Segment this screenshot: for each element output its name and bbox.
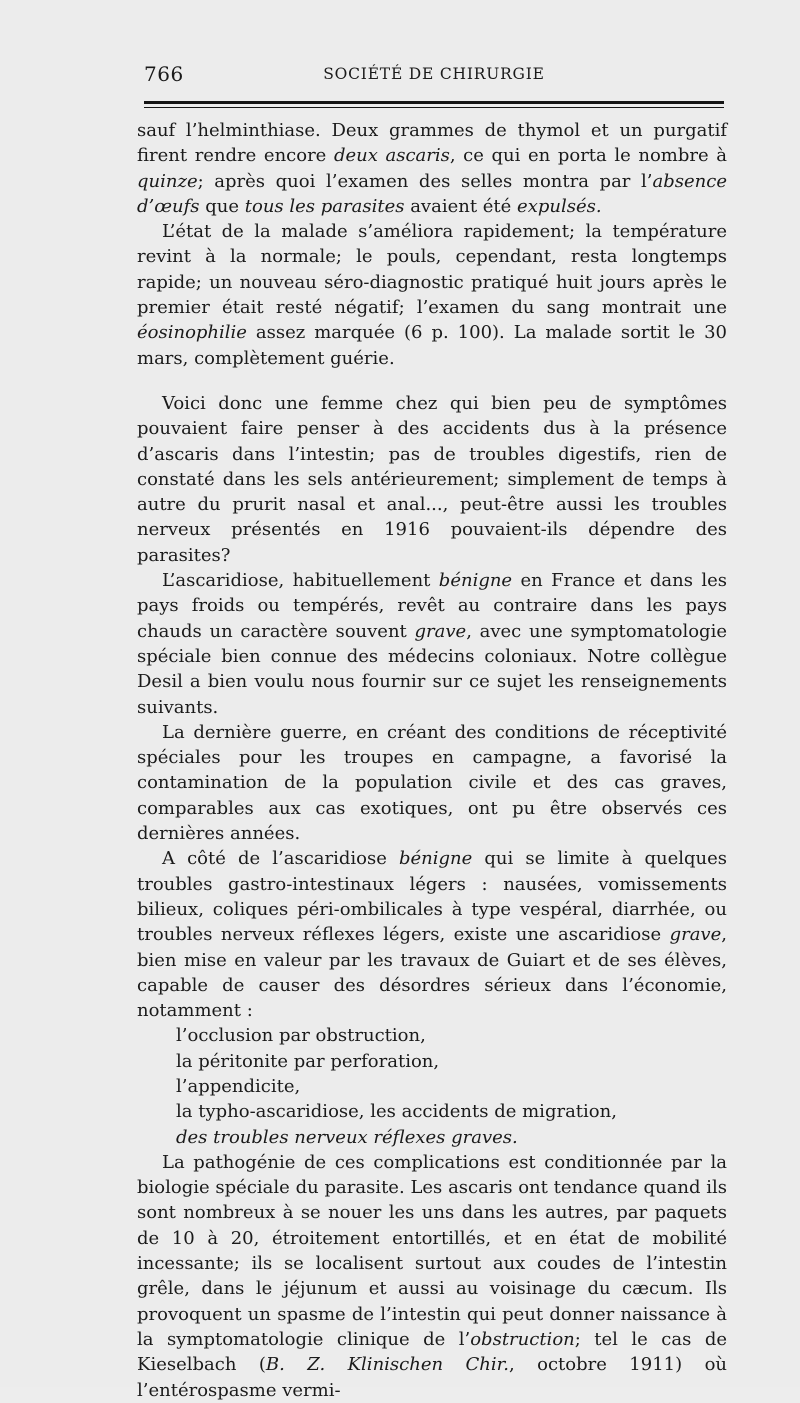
italic-run: deux ascaris bbox=[333, 145, 450, 167]
italic-run: des troubles nerveux réflexes graves. bbox=[176, 1126, 518, 1148]
list-item: l’appendicite, bbox=[176, 1075, 301, 1097]
italic-run: bénigne bbox=[398, 848, 473, 870]
italic-run: absence d’œufs bbox=[137, 170, 727, 217]
text-run: A côté de l’ascaridiose bbox=[162, 848, 399, 870]
text-run: , ce qui en porta le nombre à bbox=[449, 145, 727, 167]
paragraph-forms bbox=[137, 846, 727, 1023]
header-rule bbox=[144, 101, 724, 104]
italic-run: tous les parasites bbox=[244, 195, 405, 217]
complications-list bbox=[137, 1023, 727, 1149]
text-run: que bbox=[199, 195, 245, 217]
text-run: , avec une symptomatologie spéciale bien connue des médecins coloniaux. Notre collègue Desil a bien voulu nous fournir sur ce sujet les renseignements suivants. bbox=[137, 620, 727, 718]
header-title: SOCIÉTÉ DE CHIRURGIE bbox=[323, 65, 545, 83]
paragraph-symptoms: Voici donc une femme chez qui bien peu de symptômes pouvaient faire penser à des accidents dus à la présence d’ascaris dans l’intestin; pas de troubles digestifs, rien de constaté dans les sels antérieurement; simplement de temps à autre du prurit nasal et anal..., peut-être aussi les troubles nerveux présentés en 1916 pouvaient-ils dépendre des parasites? bbox=[137, 392, 727, 566]
italic-run: grave bbox=[414, 620, 467, 642]
list-item: la péritonite par perforation, bbox=[176, 1050, 440, 1072]
italic-run: expulsés. bbox=[517, 195, 602, 217]
text-run: La pathogénie de ces complications est conditionnée par la biologie spéciale du parasite. Les ascaris ont tendance quand ils sont nombreux à se nouer les uns dans les autres, par paquets de 10 à 20, étroitement entortillés, et en état de mobilité incessante; ils se localisent surtout aux coudes de l’intestin grêle, dans le jéjunum et aussi au voisinage du cæcum. Ils provoquent un spasme de l’intestin qui peut donner naissance à la symptomatologie clinique de l’ bbox=[137, 1151, 727, 1350]
paragraph-case-end bbox=[137, 118, 727, 219]
italic-run: éosinophilie bbox=[137, 322, 247, 344]
text-run: sauf l’helminthiase. Deux grammes de thymol et un purgatif firent rendre encore bbox=[137, 120, 727, 167]
italic-run: B. Z. Klinischen Chir. bbox=[265, 1354, 509, 1376]
text-run: , bien mise en valeur par les travaux de Guiart et de ses élèves, capable de causer des désordres sérieux dans l’économie, notamment : bbox=[137, 924, 727, 1022]
italic-run: grave bbox=[669, 924, 722, 946]
paragraph-ascaridiosis-intro bbox=[137, 568, 727, 720]
list-item bbox=[137, 1125, 727, 1150]
italic-run: bénigne bbox=[438, 570, 513, 592]
text-run: avaient été bbox=[404, 195, 518, 217]
text-run: qui se limite à quelques troubles gastro-intestinaux légers : nausées, vomissements bilieux, coliques péri-ombilicales à type vespéral, diarrhée, ou troubles nerveux réflexes légers, existe une ascaridiose bbox=[137, 848, 727, 946]
paragraph-pathogenesis bbox=[137, 1150, 727, 1403]
text-run: assez marquée (6 p. 100). La malade sortit le 30 mars, complètement guérie. bbox=[137, 322, 727, 369]
text-run: , octobre 1911) où l’entérospasme vermi- bbox=[137, 1354, 727, 1401]
italic-run: obstruction bbox=[470, 1328, 575, 1350]
text-run: L’ascaridiose, habituellement bbox=[162, 570, 439, 592]
text-run: ; tel le cas de Kieselbach ( bbox=[137, 1328, 727, 1376]
list-item: la typho-ascaridiose, les accidents de migration, bbox=[176, 1101, 617, 1123]
body-text bbox=[137, 118, 727, 1403]
text-run: L’état de la malade s’améliora rapidement; la température revint à la normale; le pouls, cependant, resta longtemps rapide; un nouveau séro-diagnostic pratiqué huit jours après le premier était resté négatif; l’examen du sang montrait une bbox=[137, 221, 727, 319]
page-number: 766 bbox=[144, 62, 184, 86]
paragraph-recovery bbox=[137, 219, 727, 371]
text-run: en France et dans les pays froids ou tempérés, revêt au contraire dans les pays chauds un caractère souvent bbox=[137, 570, 728, 642]
italic-run: quinze bbox=[137, 170, 198, 192]
running-head bbox=[144, 62, 724, 88]
paragraph-war-context: La dernière guerre, en créant des conditions de réceptivité spéciales pour les troupes en campagne, a favorisé la contamination de la population civile et des cas graves, comparables aux cas exotiques, ont pu être observés ces dernières années. bbox=[137, 721, 727, 845]
text-run: ; après quoi l’examen des selles montra par l’ bbox=[197, 170, 653, 192]
list-item: l’occlusion par obstruction, bbox=[176, 1025, 426, 1047]
